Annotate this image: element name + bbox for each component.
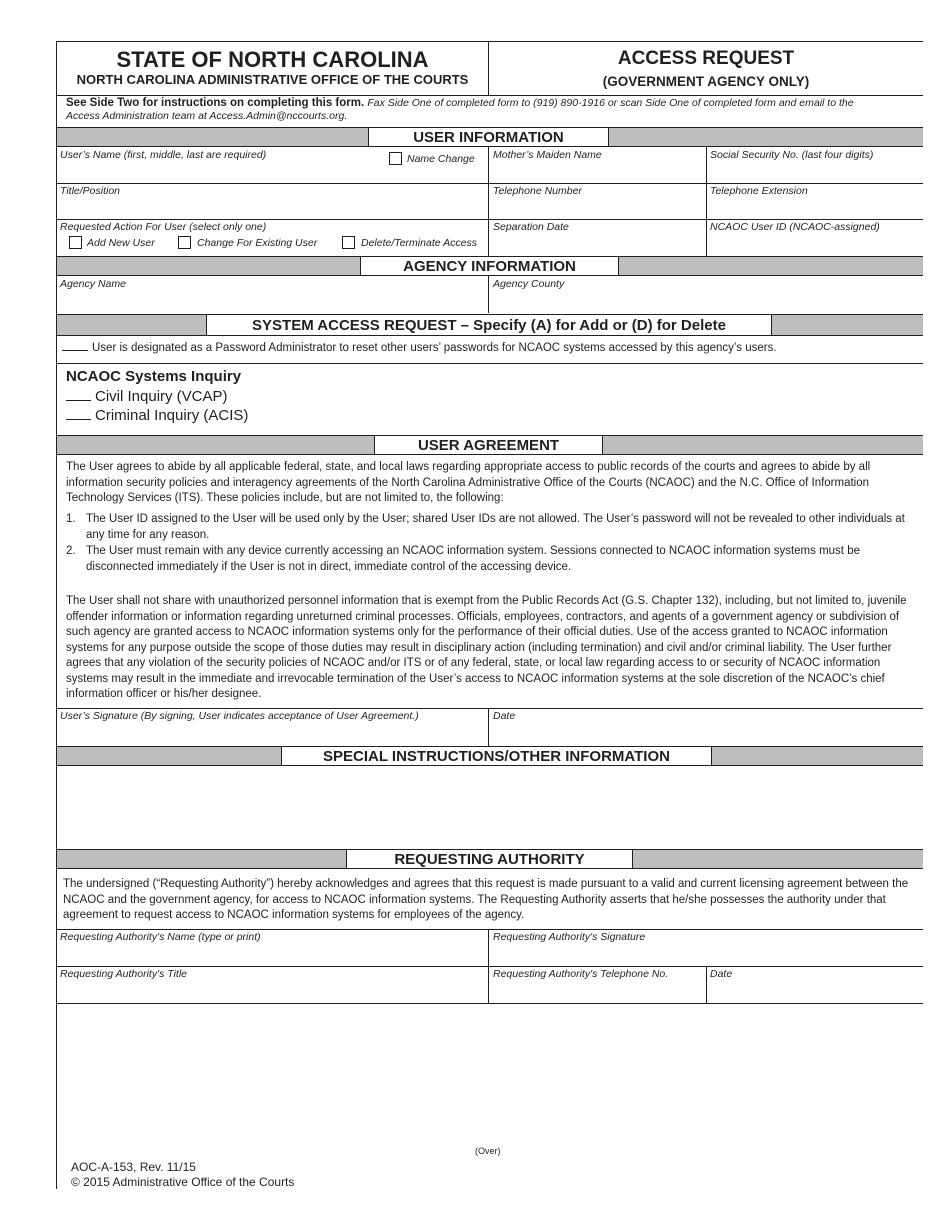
user-info-title: USER INFORMATION: [368, 127, 609, 147]
agreement-item-2-number: 2.: [66, 545, 76, 557]
password-admin-text: User is designated as a Password Administrator to reset other users’ passwords for NCAOC systems accessed by this agency’s users.: [92, 342, 777, 354]
telephone-label: Telephone Number: [493, 185, 582, 197]
extension-label: Telephone Extension: [710, 185, 808, 197]
authority-phone-label: Requesting Authority's Telephone No.: [493, 968, 669, 980]
agreement-item-1-text: The User ID assigned to the User will be used only by the User; shared User IDs are not allowed. The User’s password will not be revealed to other individuals at any time for any reason.: [86, 513, 905, 541]
password-admin-row: [62, 341, 917, 357]
agreement-intro: The User agrees to abide by all applicable federal, state, and local laws regarding appropriate access to public records of the courts and agrees to abide by all information security policies and interagency agreements of the North Carolina Administrative Office of the Courts (NCAOC) and the N.C. Office of Information Technology Services (ITS). These policies include, but are not limited to, the following:: [66, 461, 871, 504]
instructions: [66, 97, 854, 110]
special-instructions-title: SPECIAL INSTRUCTIONS/OTHER INFORMATION: [281, 746, 712, 766]
password-admin-blank[interactable]: [62, 350, 88, 351]
system-access-title: SYSTEM ACCESS REQUEST – Specify (A) for Add or (D) for Delete: [206, 314, 772, 336]
agency-name-label: Agency Name: [60, 278, 126, 290]
name-change-label: Name Change: [407, 153, 475, 165]
user-info-divider-mid: [488, 146, 489, 256]
instructions-bold: See Side Two for instructions on completing this form.: [66, 97, 365, 109]
authority-top-rule: [56, 929, 923, 930]
instructions-italic-1: Fax Side One of completed form to (919) 890-1916 or scan Side One of completed form and email to the: [367, 97, 854, 109]
user-name-label: User’s Name (first, middle, last are required): [60, 149, 267, 161]
civil-inquiry-blank[interactable]: [66, 400, 91, 401]
authority-divider-right: [706, 966, 707, 1003]
change-user-checkbox[interactable]: [178, 236, 191, 249]
criminal-inquiry-label: Criminal Inquiry (ACIS): [95, 407, 249, 424]
agency-info-band: [57, 256, 923, 276]
requested-action-label: Requested Action For User (select only one): [60, 221, 267, 233]
authority-title-label: Requesting Authority's Title: [60, 968, 187, 980]
agreement-item-2-text: The User must remain with any device currently accessing an NCAOC information system. Sessions connected to NCAOC information systems must be disconnected immediately if the User is not in direct, immediate control of the accessing device.: [86, 545, 860, 573]
user-signature-date-label: Date: [493, 710, 516, 722]
authority-name-label: Requesting Authority's Name (type or print): [60, 931, 261, 943]
user-agreement-band: [57, 435, 923, 455]
title-position-label: Title/Position: [60, 185, 121, 197]
signature-divider: [488, 708, 489, 746]
inquiry-title: NCAOC Systems Inquiry: [66, 368, 242, 385]
authority-date-label: Date: [710, 968, 733, 980]
special-instructions-area[interactable]: [57, 766, 923, 848]
criminal-inquiry-row: [66, 407, 248, 424]
name-change-checkbox[interactable]: [389, 152, 402, 165]
delete-user-checkbox[interactable]: [342, 236, 355, 249]
ncaoc-user-id-label: NCAOC User ID (NCAOC-assigned): [710, 221, 880, 233]
state-title: STATE OF NORTH CAROLINA: [116, 47, 429, 72]
signature-top-rule: [56, 708, 923, 709]
user-info-row2-rule: [56, 219, 923, 220]
ssn-label: Social Security No. (last four digits): [710, 149, 874, 161]
instructions-italic-2: Access Administration team at Access.Admin@nccourts.org.: [66, 110, 348, 122]
user-info-band: [57, 127, 923, 147]
form-subtitle: (GOVERNMENT AGENCY ONLY): [602, 74, 810, 89]
user-signature-label: User’s Signature (By signing, User indicates acceptance of User Agreement.): [60, 710, 419, 722]
change-user-label: Change For Existing User: [197, 237, 318, 249]
add-user-checkbox[interactable]: [69, 236, 82, 249]
criminal-inquiry-blank[interactable]: [66, 419, 91, 420]
password-admin-rule: [56, 363, 923, 364]
authority-signature-label: Requesting Authority's Signature: [493, 931, 646, 943]
user-info-row1-rule: [56, 183, 923, 184]
office-title: NORTH CAROLINA ADMINISTRATIVE OFFICE OF THE COURTS: [76, 72, 469, 87]
authority-bottom-rule: [56, 1003, 923, 1004]
agreement-item-1: [66, 512, 911, 543]
delete-user-label: Delete/Terminate Access: [361, 237, 477, 249]
agency-info-title: AGENCY INFORMATION: [360, 256, 619, 276]
form-title: ACCESS REQUEST: [617, 48, 795, 69]
authority-text: The undersigned (“Requesting Authority”) hereby acknowledges and agrees that this request is made pursuant to a valid and current licensing agreement between the NCAOC and the government agency, for access to NCAOC information systems. The Requesting Authority asserts that he/she possesses the authority under that agreement to request access to NCAOC information systems for employees of the agency.: [63, 878, 909, 921]
copyright: © 2015 Administrative Office of the Courts: [71, 1175, 295, 1189]
agreement-item-2: [66, 544, 911, 575]
maiden-name-label: Mother’s Maiden Name: [493, 149, 602, 161]
form-number: AOC-A-153, Rev. 11/15: [71, 1160, 196, 1174]
header-bottom-rule: [56, 95, 923, 96]
over-note: (Over): [475, 1146, 501, 1156]
user-info-divider-right: [706, 146, 707, 256]
agency-divider: [488, 275, 489, 313]
requesting-authority-band: [57, 849, 923, 869]
authority-mid-rule: [56, 966, 923, 967]
agreement-body: The User shall not share with unauthorized personnel information that is exempt from the Public Records Act (G.S. Chapter 132), including, but not limited to, juvenile offender information or information regarding unreturned criminal processes. Officials, employees, contractors, and agents of a government agency or subdivision of such agency are granted access to NCAOC information systems only for the performance of their official duties. Use of the access granted to NCAOC information systems for any purpose outside the scope of those duties may result in disciplinary action (including termination) and civil and/or criminal liability. The User further agrees that any violation of the security policies of NCAOC and/or ITS or of any federal, state, or local law regarding access to or security of NCAOC information systems may result in the immediate and irrevocable termination of the User’s access to NCAOC information systems at the sole discretion of the NCAOC’s chief information officer or his/her designee.: [66, 595, 907, 700]
system-access-band: [57, 314, 923, 336]
add-user-label: Add New User: [87, 237, 155, 249]
requesting-authority-title: REQUESTING AUTHORITY: [346, 849, 633, 869]
agency-county-label: Agency County: [493, 278, 565, 290]
special-instructions-band: [57, 746, 923, 766]
civil-inquiry-row: [66, 388, 228, 405]
separation-date-label: Separation Date: [493, 221, 569, 233]
civil-inquiry-label: Civil Inquiry (VCAP): [95, 388, 228, 405]
user-agreement-title: USER AGREEMENT: [374, 435, 603, 455]
agreement-item-1-number: 1.: [66, 513, 76, 525]
